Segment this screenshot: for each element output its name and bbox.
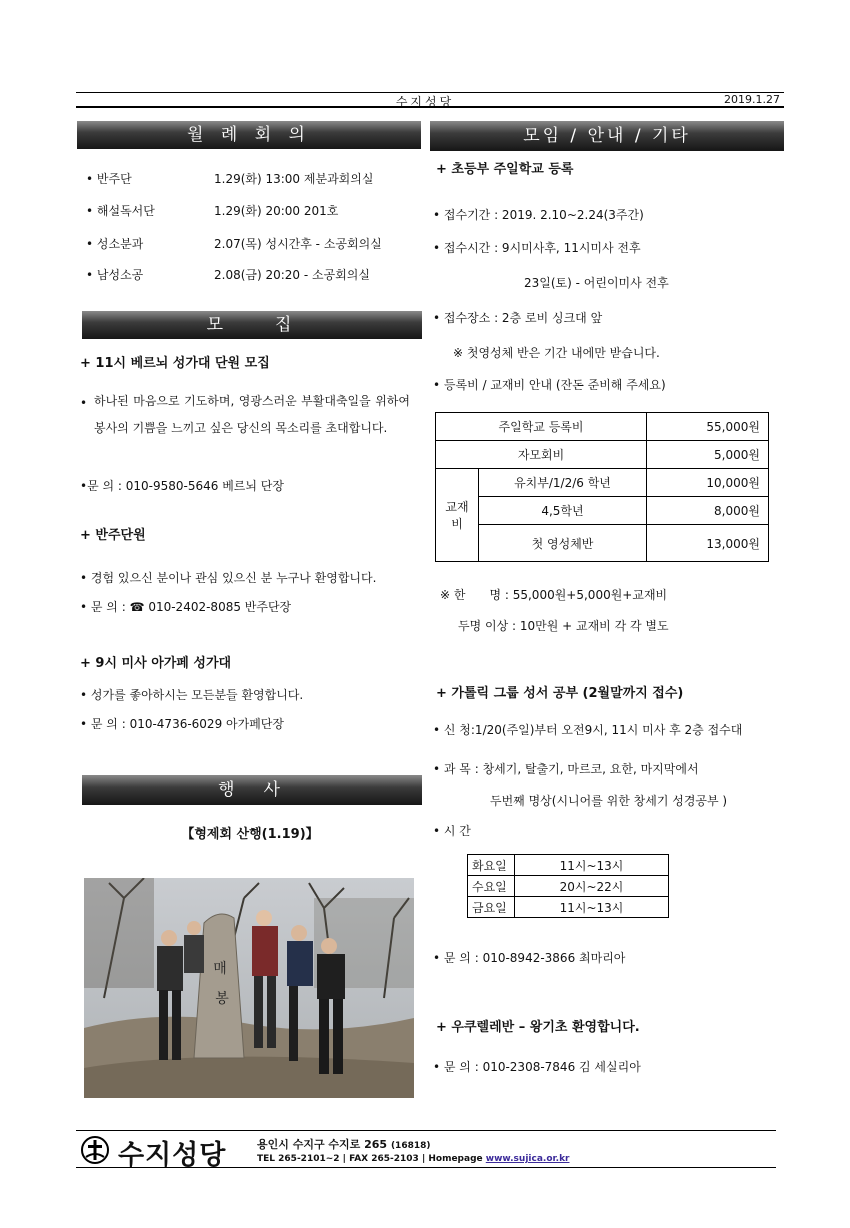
- table-row: [436, 413, 769, 441]
- table-row: [436, 497, 769, 525]
- fee-label: 4,5학년: [479, 497, 647, 525]
- schedule-time: 11시~13시: [515, 897, 669, 918]
- footer-address: 용인시 수지구 수지로 265: [257, 1138, 388, 1151]
- registration-place: • 접수장소 : 2층 로비 싱크대 앞: [433, 311, 603, 325]
- footer-rule-top: [76, 1130, 776, 1131]
- events-banner: 행 사: [82, 775, 422, 805]
- meeting-name: • 남성소공: [86, 268, 144, 282]
- fee-value: 10,000원: [647, 469, 769, 497]
- bible-study-heading: + 가톨릭 그룹 성서 공부 (2월말까지 접수): [436, 686, 684, 701]
- table-row: [436, 441, 769, 469]
- schedule-day: 화요일: [468, 855, 515, 876]
- sunday-school-heading: + 초등부 주일학교 등록: [436, 162, 574, 177]
- meeting-detail: 1.29(화) 20:00 201호: [214, 204, 339, 218]
- choir-recruit-heading: + 11시 베르뇌 성가대 단원 모집: [80, 356, 270, 371]
- accompanist-info: • 경험 있으신 분이나 관심 있으신 분 누구나 환영합니다.: [80, 571, 377, 585]
- agape-choir-info: • 성가를 좋아하시는 모든분들 환영합니다.: [80, 688, 304, 702]
- choir-contact: •문 의 : 010-9580-5646 베르뇌 단장: [80, 479, 284, 493]
- table-row: [468, 876, 669, 897]
- fee-summary-one: ※ 한 명 : 55,000원+5,000원+교재비: [440, 588, 668, 602]
- fee-label: 첫 영성체반: [479, 525, 647, 562]
- table-row: [436, 525, 769, 562]
- accompanist-heading: + 반주단원: [80, 528, 146, 543]
- table-row: [468, 855, 669, 876]
- registration-time: • 접수시간 : 9시미사후, 11시미사 전후: [433, 241, 641, 255]
- registration-period: • 접수기간 : 2019. 2.10~2.24(3주간): [433, 208, 644, 222]
- meeting-detail: 2.08(금) 20:20 - 소공회의실: [214, 268, 370, 282]
- svg-text:매: 매: [213, 961, 227, 977]
- fee-value: 8,000원: [647, 497, 769, 525]
- fee-summary-two: 두명 이상 : 10만원 + 교재비 각 각 별도: [458, 619, 669, 633]
- bible-course-cont: 두번째 명상(시니어를 위한 창세기 성경공부 ): [490, 794, 728, 808]
- agape-choir-heading: + 9시 미사 아가페 성가대: [80, 656, 232, 671]
- fee-label: 주일학교 등록비: [436, 413, 647, 441]
- fee-intro: • 등록비 / 교재비 안내 (잔돈 준비해 주세요): [433, 378, 666, 392]
- footer-brand: 수지성당: [118, 1140, 227, 1171]
- fee-value: 13,000원: [647, 525, 769, 562]
- schedule-day: 수요일: [468, 876, 515, 897]
- choir-recruit-paragraph: 하나된 마음으로 기도하며, 영광스러운 부활대축일을 위하여 봉사의 기쁨을 느끼고 싶은 당신의 목소리를 초대합니다.: [94, 394, 410, 435]
- ukulele-contact: • 문 의 : 010-2308-7846 김 세실리아: [433, 1060, 641, 1074]
- fee-value: 5,000원: [647, 441, 769, 469]
- footer-postal: (16818): [390, 1141, 431, 1151]
- header-date: 2019.1.27: [724, 93, 780, 106]
- ukulele-heading: + 우쿠렐레반 – 왕기초 환영합니다.: [436, 1020, 640, 1035]
- fee-value: 55,000원: [647, 413, 769, 441]
- meeting-detail: 2.07(목) 성시간후 - 소공회의실: [214, 237, 382, 251]
- accompanist-contact: • 문 의 : ☎ 010-2402-8085 반주단장: [80, 600, 292, 614]
- book-fee-label: 교재비: [436, 469, 479, 562]
- recruit-banner: 모 집: [82, 311, 422, 339]
- footer-contact: TEL 265-2101~2 | FAX 265-2103 | Homepage: [257, 1154, 486, 1164]
- fee-label: 유치부/1/2/6 학년: [479, 469, 647, 497]
- table-row: [436, 469, 769, 497]
- bible-course: • 과 목 : 창세기, 탈출기, 마르코, 요한, 마지막에서: [433, 762, 699, 776]
- svg-text:봉: 봉: [215, 991, 229, 1007]
- header-rule-bottom: [76, 106, 784, 108]
- schedule-time: 11시~13시: [515, 855, 669, 876]
- fee-label: 자모회비: [436, 441, 647, 469]
- bible-time-label: • 시 간: [433, 824, 471, 838]
- church-logo-icon: [80, 1135, 110, 1165]
- hiking-photo: [84, 878, 414, 1098]
- gatherings-banner: 모임 / 안내 / 기타: [430, 121, 784, 151]
- footer-address-line: [257, 1136, 430, 1152]
- schedule-day: 금요일: [468, 897, 515, 918]
- footer-rule-bottom: [76, 1167, 776, 1168]
- meeting-name: • 성소분과: [86, 237, 144, 251]
- first-communion-note: ※ 첫영성체 반은 기간 내에만 받습니다.: [453, 346, 660, 360]
- registration-time-sat: 23일(토) - 어린이미사 전후: [524, 276, 669, 290]
- meeting-name: • 반주단: [86, 172, 132, 186]
- schedule-table: [467, 854, 669, 918]
- meeting-detail: 1.29(화) 13:00 제분과회의실: [214, 172, 374, 186]
- bible-apply: • 신 청:1/20(주일)부터 오전9시, 11시 미사 후 2층 접수대: [433, 723, 743, 737]
- bullet: •: [80, 396, 88, 410]
- bible-contact: • 문 의 : 010-8942-3866 최마리아: [433, 951, 626, 965]
- table-row: [468, 897, 669, 918]
- monthly-meeting-banner: 월 례 회 의: [77, 121, 421, 149]
- header-title: 수지성당: [395, 95, 455, 109]
- schedule-time: 20시~22시: [515, 876, 669, 897]
- meeting-name: • 해설독서단: [86, 204, 155, 218]
- footer-homepage-link[interactable]: www.sujica.or.kr: [485, 1154, 570, 1164]
- fee-table: [435, 412, 769, 562]
- agape-choir-contact: • 문 의 : 010-4736-6029 아가페단장: [80, 717, 284, 731]
- footer-contact-line: [257, 1154, 570, 1164]
- event-caption: 【형제회 산행(1.19)】: [181, 827, 319, 842]
